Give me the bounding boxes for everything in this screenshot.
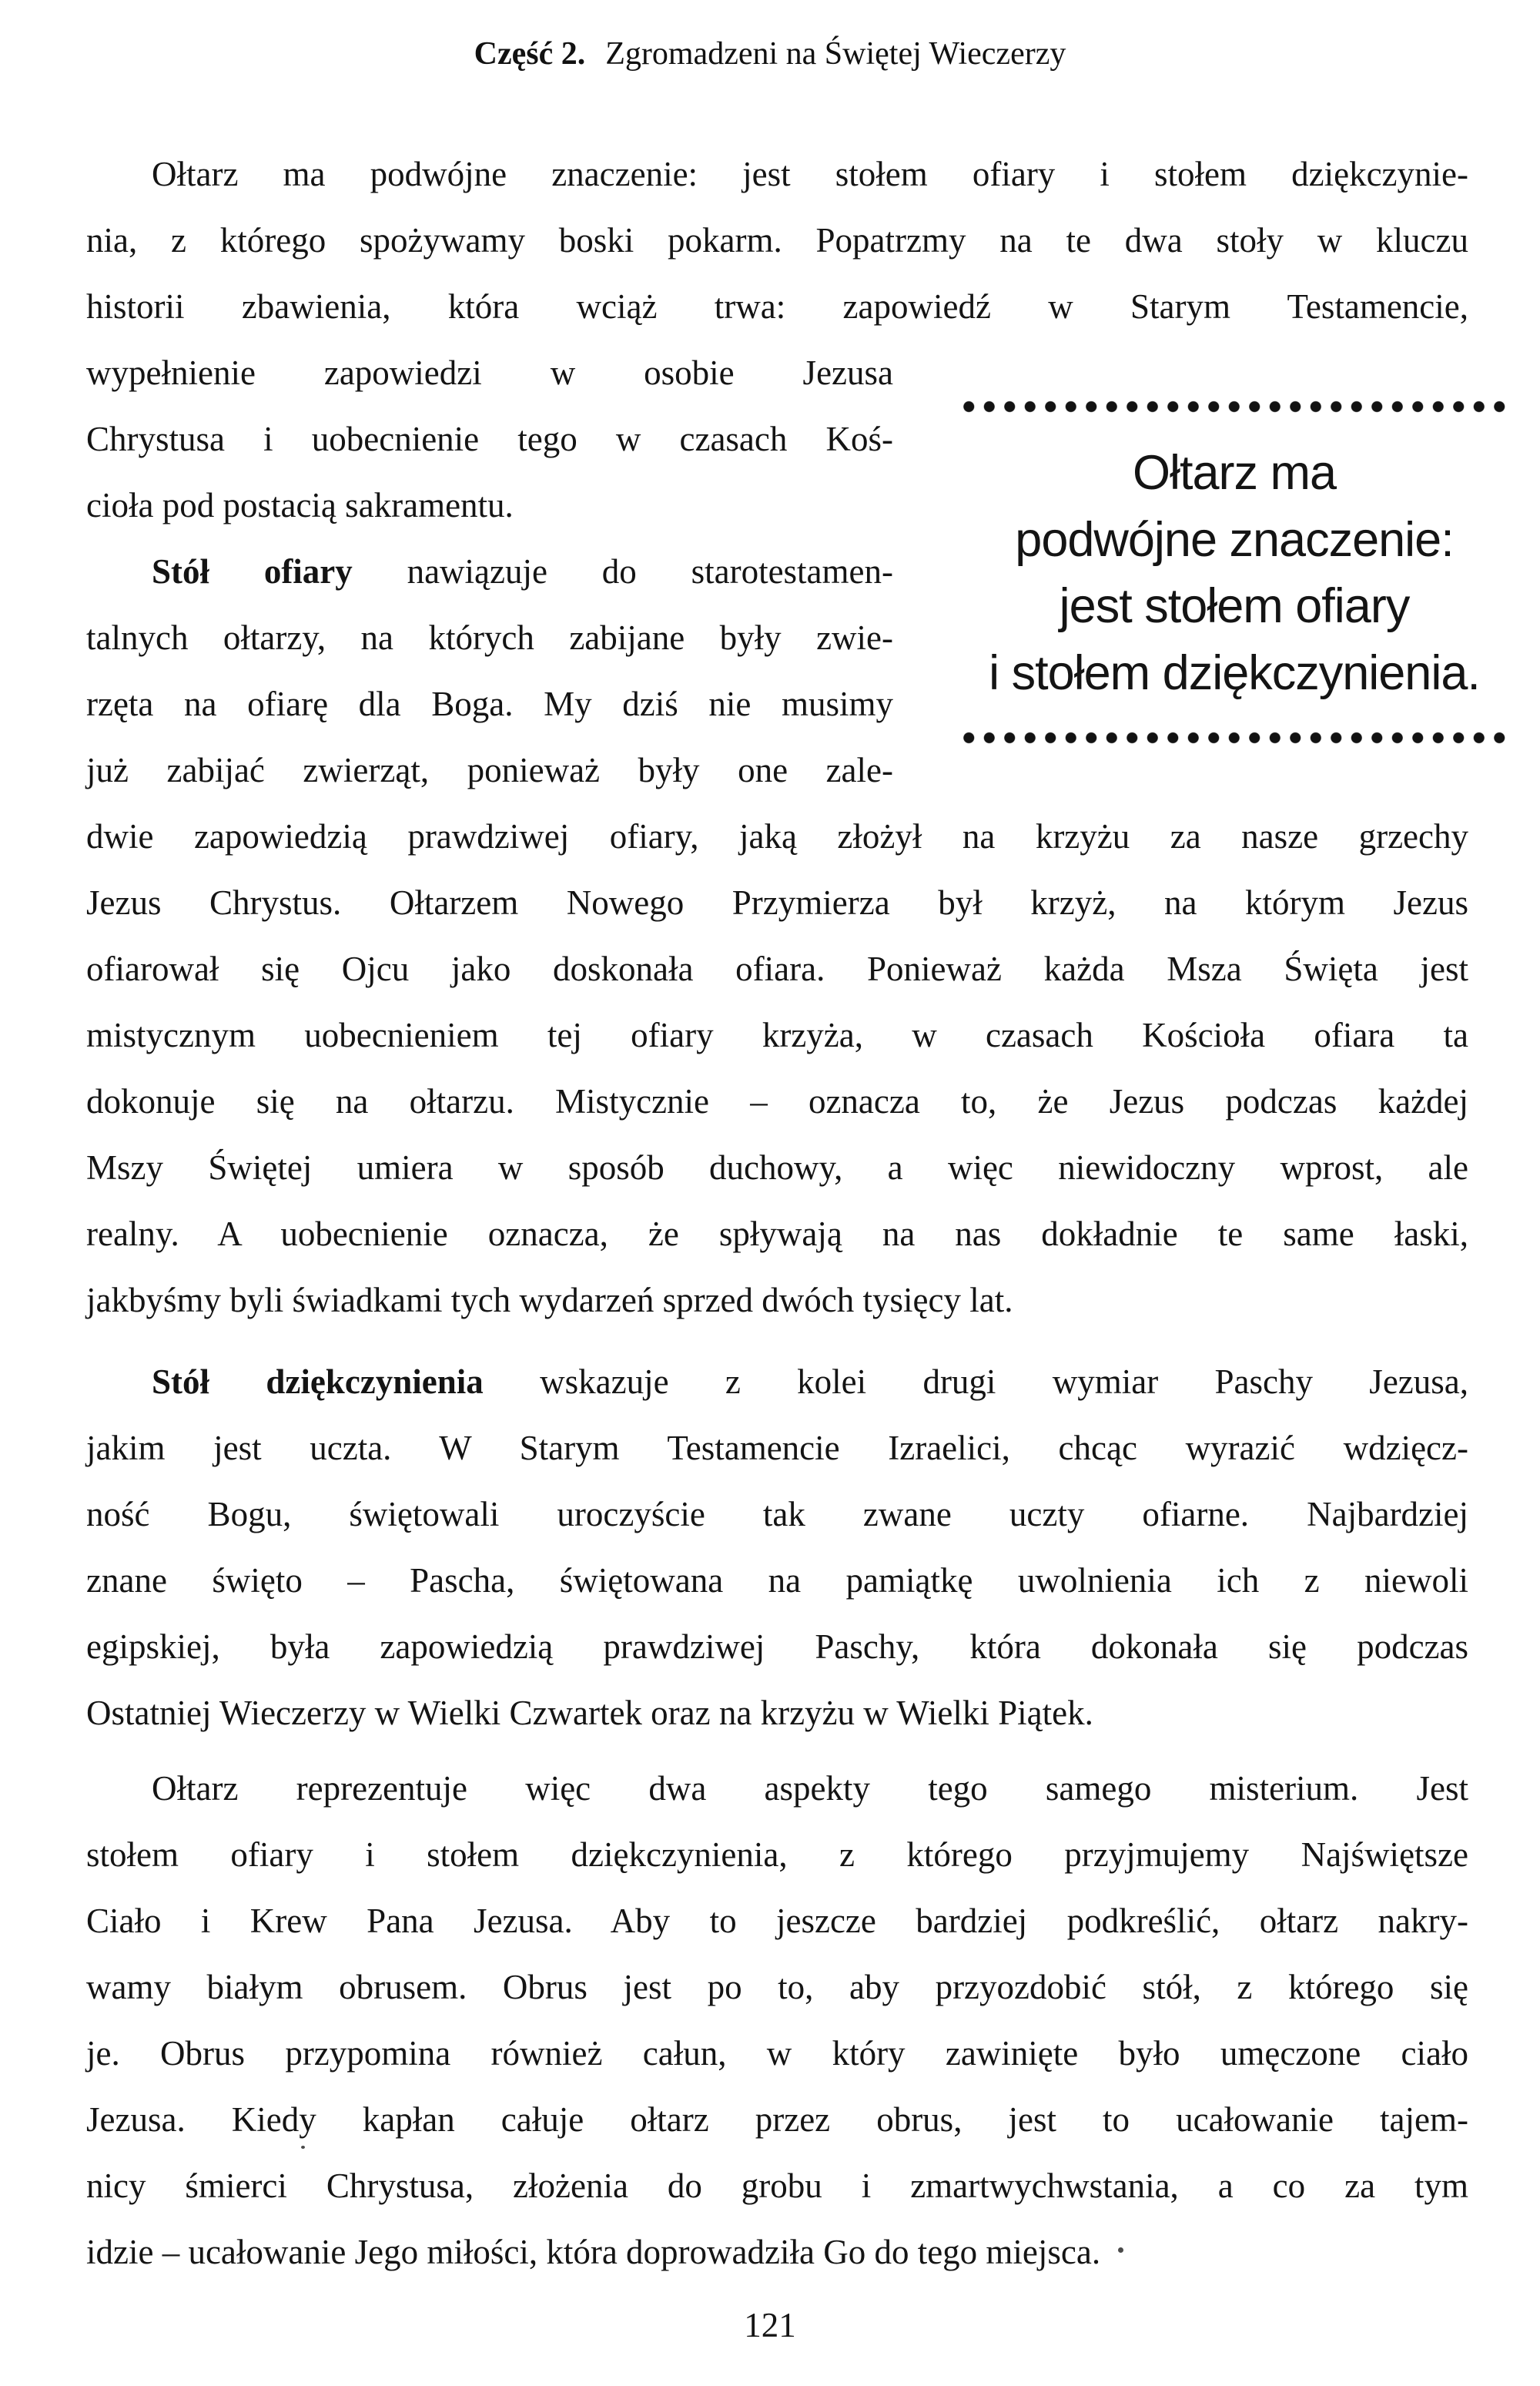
pull-quote-line: podwójne znaczenie: xyxy=(1015,512,1454,567)
text-line: rzęta na ofiarę dla Boga. My dziś nie musimy xyxy=(86,685,893,723)
text-line: już zabijać zwierząt, ponieważ były one zale- xyxy=(86,751,893,789)
part-label: Część 2. xyxy=(474,36,586,72)
text-line: Ołtarz ma podwójne znaczenie: jest stołem ofiary i stołem dziękczynie- xyxy=(152,155,1468,193)
text-line: idzie – ucałowanie Jego miłości, która doprowadziła Go do tego miejsca. xyxy=(86,2233,1101,2271)
text-line: wamy białym obrusem. Obrus jest po to, aby przyozdobić stół, z którego się xyxy=(86,1968,1468,2006)
text-line: jakbyśmy byli świadkami tych wydarzeń sprzed dwóch tysięcy lat. xyxy=(86,1281,1013,1319)
text-line xyxy=(86,1349,1468,1415)
text-line: Ołtarz reprezentuje więc dwa aspekty tego samego misterium. Jest xyxy=(152,1769,1468,1808)
page-number: 121 xyxy=(744,2306,796,2344)
text-line: Ostatniej Wieczerzy w Wielki Czwartek oraz na krzyżu w Wielki Piątek. xyxy=(86,1694,1093,1732)
scan-speck xyxy=(301,2146,305,2149)
bold-lead: Stół dziękczynienia xyxy=(152,1362,484,1401)
text-line: historii zbawienia, która wciąż trwa: zapowiedź w Starym Testamencie, xyxy=(86,287,1468,326)
pull-quote-line: i stołem dziękczynienia. xyxy=(989,645,1480,700)
text-line: nicy śmierci Chrystusa, złożenia do grobu i zmartwychwstania, a co za tym xyxy=(86,2167,1468,2205)
scan-speck xyxy=(1118,2247,1123,2253)
text-line: mistycznym uobecnieniem tej ofiary krzyża, w czasach Kościoła ofiara ta xyxy=(86,1016,1468,1054)
pull-quote-line: Ołtarz ma xyxy=(1132,446,1337,500)
text-line: ność Bogu, świętowali uroczyście tak zwane uczty ofiarne. Najbardziej xyxy=(86,1495,1468,1533)
text-line: ofiarował się Ojcu jako doskonała ofiara. Ponieważ każda Msza Święta jest xyxy=(86,950,1468,988)
pull-quote-box xyxy=(959,400,1510,744)
text-line: wypełnienie zapowiedzi w osobie Jezusa xyxy=(86,354,893,392)
text-line: realny. A uobecnienie oznacza, że spływają na nas dokładnie te same łaski, xyxy=(86,1215,1468,1253)
text-line: dokonuje się na ołtarzu. Mistycznie – oznacza to, że Jezus podczas każdej xyxy=(86,1082,1468,1121)
running-head xyxy=(0,35,1540,72)
text-line: Ciało i Krew Pana Jezusa. Aby to jeszcze bardziej podkreślić, ołtarz nakry- xyxy=(86,1902,1468,1940)
text-line: stołem ofiary i stołem dziękczynienia, z którego przyjmujemy Najświętsze xyxy=(86,1835,1468,1874)
line-rest: wskazuje z kolei drugi wymiar Paschy Jezusa, xyxy=(483,1362,1468,1401)
text-line: Jezusa. Kiedy kapłan całuje ołtarz przez obrus, jest to ucałowanie tajem- xyxy=(86,2100,1468,2139)
chapter-title: Zgromadzeni na Świętej Wieczerzy xyxy=(605,36,1066,72)
text-line: Chrystusa i uobecnienie tego w czasach Koś- xyxy=(86,420,893,458)
pull-quote-text xyxy=(959,440,1510,706)
text-line: egipskiej, była zapowiedzią prawdziwej Paschy, która dokonała się podczas xyxy=(86,1627,1468,1666)
dotted-rule-top xyxy=(959,400,1510,413)
text-line xyxy=(86,538,893,605)
text-line: Jezus Chrystus. Ołtarzem Nowego Przymierza był krzyż, na którym Jezus xyxy=(86,883,1468,922)
dotted-rule-bottom xyxy=(959,732,1510,744)
text-line: talnych ołtarzy, na których zabijane były zwie- xyxy=(86,618,893,657)
bold-lead: Stół ofiary xyxy=(152,552,353,591)
text-line: nia, z którego spożywamy boski pokarm. Popatrzmy na te dwa stoły w kluczu xyxy=(86,221,1468,260)
text-line: je. Obrus przypomina również całun, w który zawinięte było umęczone ciało xyxy=(86,2034,1468,2073)
text-line: Mszy Świętej umiera w sposób duchowy, a więc niewidoczny wprost, ale xyxy=(86,1148,1468,1187)
text-line: jakim jest uczta. W Starym Testamencie Izraelici, chcąc wyrazić wdzięcz- xyxy=(86,1429,1468,1467)
text-line: cioła pod postacią sakramentu. xyxy=(86,486,514,524)
text-line: znane święto – Pascha, świętowana na pamiątkę uwolnienia ich z niewoli xyxy=(86,1561,1468,1600)
pull-quote-line: jest stołem ofiary xyxy=(1059,579,1410,633)
line-rest: nawiązuje do starotestamen- xyxy=(352,552,893,591)
text-line: dwie zapowiedzią prawdziwej ofiary, jaką złożył na krzyżu za nasze grzechy xyxy=(86,817,1468,856)
